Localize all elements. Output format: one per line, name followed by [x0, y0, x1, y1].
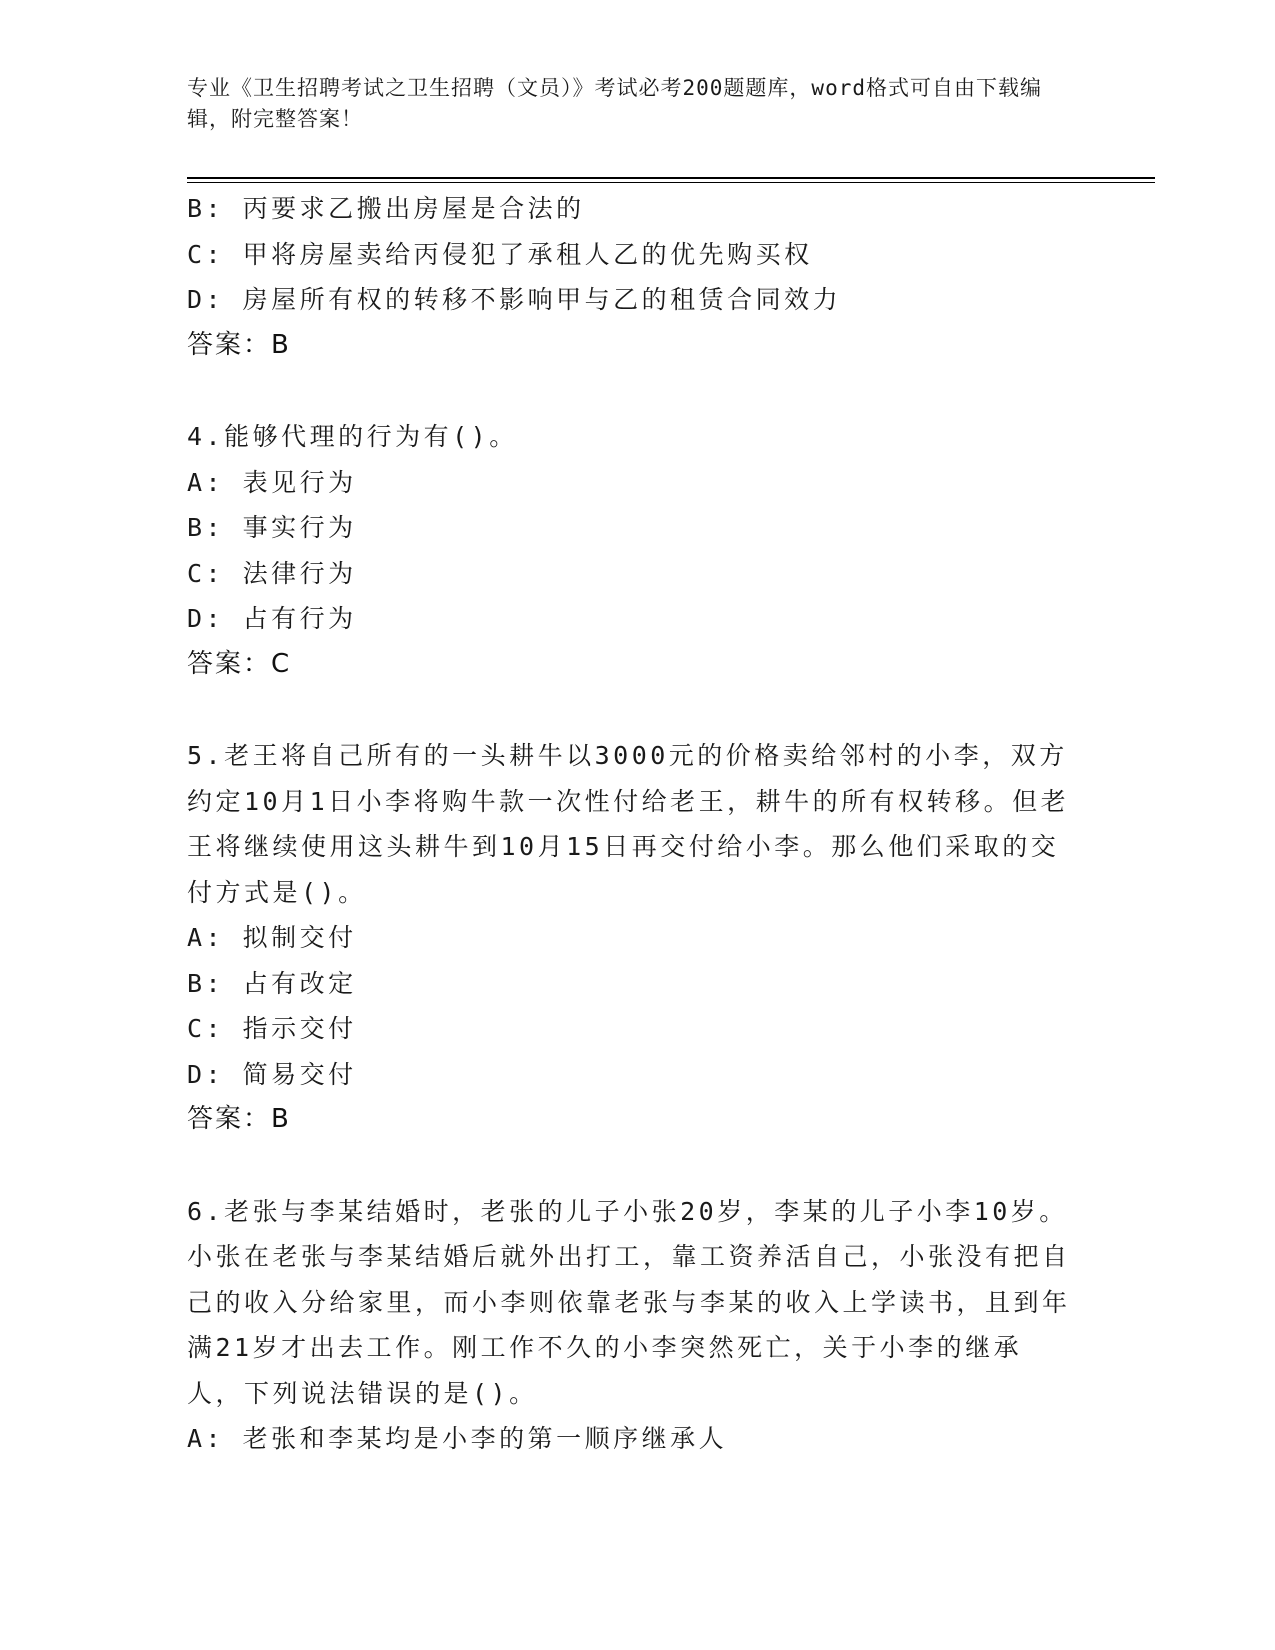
- option-a: A: 老张和李某均是小李的第一顺序继承人: [187, 1424, 728, 1453]
- option-d: D: 房屋所有权的转移不影响甲与乙的租赁合同效力: [187, 285, 842, 314]
- document-header: 专业《卫生招聘考试之卫生招聘（文员）》考试必考200题题库，word格式可自由下载编辑，附完整答案！: [187, 76, 1042, 131]
- option-d: D: 简易交付: [187, 1059, 357, 1089]
- question-block-3: [187, 186, 1077, 368]
- option-b: B: 占有改定: [187, 968, 357, 998]
- option-c: C: 指示交付: [187, 1014, 357, 1043]
- header-divider-thick: [187, 177, 1155, 179]
- question-text: 4.能够代理的行为有()。: [187, 422, 518, 451]
- option-b: B: 丙要求乙搬出房屋是合法的: [187, 194, 585, 223]
- header-divider-thin: [187, 182, 1155, 183]
- option-c: C: 法律行为: [187, 558, 357, 588]
- option-d: D: 占有行为: [187, 604, 357, 633]
- answer-text: 答案：B: [187, 329, 291, 360]
- question-block-6: [187, 1189, 1077, 1462]
- question-list: [187, 186, 1077, 1462]
- answer-text: 答案：C: [187, 648, 292, 679]
- answer-text: 答案：B: [187, 1104, 291, 1134]
- question-text: 5.老王将自己所有的一头耕牛以3000元的价格卖给邻村的小李，双方约定10月1日小李将购牛款一次性付给老王，耕牛的所有权转移。但老王将继续使用这头耕牛到10月15日再交付给小李。那么他们采取的交付方式是()。: [187, 741, 1070, 907]
- option-a: A: 拟制交付: [187, 923, 357, 952]
- question-block-4: [187, 414, 1077, 687]
- option-c: C: 甲将房屋卖给丙侵犯了承租人乙的优先购买权: [187, 239, 813, 269]
- question-text: 6.老张与李某结婚时，老张的儿子小张20岁，李某的儿子小李10岁。小张在老张与李某结婚后就外出打工，靠工资养活自己，小张没有把自己的收入分给家里，而小李则依靠老张与李某的收入上学读书，且到年满21岁才出去工作。刚工作不久的小李突然死亡，关于小李的继承人，下列说法错误的是()。: [187, 1196, 1071, 1408]
- question-block-5: [187, 733, 1077, 1143]
- option-b: B: 事实行为: [187, 513, 357, 542]
- option-a: A: 表见行为: [187, 467, 357, 497]
